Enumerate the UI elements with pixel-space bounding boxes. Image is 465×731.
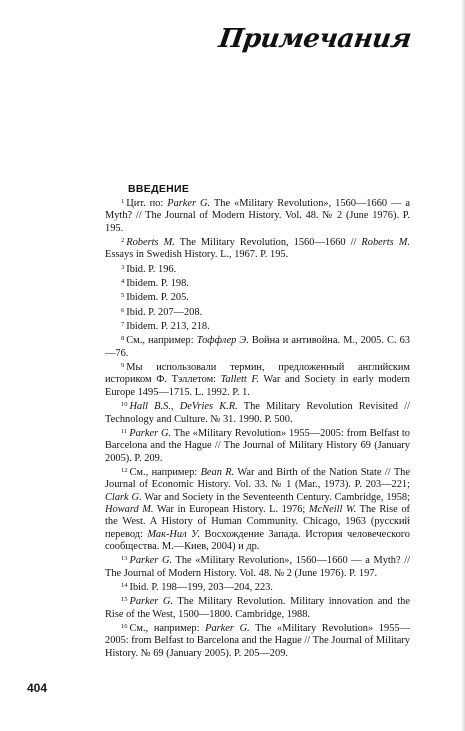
footnote-text: The «Military Revolution» 1955—2005: from Belfast to Barcelona and the Hague // The Journal of Military History 69 (January 2005). P. 209. xyxy=(105,427,411,464)
footnote-number: 9 xyxy=(121,362,125,370)
footnote-text: Ibid. P. 196. xyxy=(126,263,177,275)
footnote-author: Howard M. xyxy=(105,503,154,515)
footnote-text: См., например: xyxy=(126,335,197,347)
footnote xyxy=(105,580,410,594)
footnote-number: 14 xyxy=(121,581,128,589)
footnote-number: 1 xyxy=(121,198,125,205)
footnote-text: Мы использовали термин, предложенный английским историком Ф. Тэллетом: xyxy=(105,362,410,386)
footnote-author: Parker G. xyxy=(205,623,250,634)
footnote xyxy=(105,319,410,333)
footnote-text: Восхождение Запада. История человеческого сообщества. М.—Киев, 2004) и др. xyxy=(105,528,411,552)
footnote-number: 12 xyxy=(121,466,128,474)
footnote-number: 8 xyxy=(121,335,125,343)
footnote-number: 2 xyxy=(121,237,125,245)
footnote xyxy=(105,235,410,262)
footnote-text: Ibid. P. 198—199, 203—204, 223. xyxy=(129,581,273,593)
footnote-author: Parker G. xyxy=(129,555,173,567)
footnote-number: 6 xyxy=(121,306,125,314)
footnote-text: The Military Revolution Revisited // Technology and Culture. № 31. 1990. P. 500. xyxy=(105,401,410,425)
footnote xyxy=(105,621,410,660)
footnote-text: The «Military Revolution», 1560—1660 — a Myth? // The Journal of Modern History. Vol. 48. № 2 (June 1976). P. 197. xyxy=(105,555,411,579)
footnote-text: The «Military Revolution» 1955—2005: from Belfast to Barcelona and the Hague // The Journal of Military History. № 69 (January 2005). P. 205—209. xyxy=(105,623,410,659)
page-edge xyxy=(461,0,465,731)
footnote xyxy=(105,465,410,553)
footnote xyxy=(105,262,410,276)
footnote xyxy=(105,399,410,426)
footnote-author: Bean R. xyxy=(200,466,235,478)
footnote-author: Parker G. xyxy=(129,596,174,608)
footnote-number: 15 xyxy=(121,596,128,604)
footnote-text: The Military Revolution, 1560—1660 // xyxy=(174,237,362,249)
section-heading: ВВЕДЕНИЕ xyxy=(128,183,190,195)
footnote xyxy=(105,333,410,360)
footnote-author: Parker G. xyxy=(167,198,211,209)
footnote xyxy=(105,594,410,621)
footnote-number: 5 xyxy=(121,292,125,300)
footnote-text: The Rise of the West. A History of Human Community. Chicago, 1963 (русский перевод: xyxy=(105,503,411,540)
footnote-text: Ibid. P. 207—208. xyxy=(126,306,203,318)
footnote-author: Parker G. xyxy=(129,427,172,439)
footnote-text: War and Birth of the Nation State // The Journal of Economic History. Vol. 33. № 1 (Mar., 1973). P. 203—221; xyxy=(105,466,410,491)
footnote-text: War and Society in early modern Europe 1495—1715. L. 1992. P. 1. xyxy=(105,374,411,398)
footnote-number: 16 xyxy=(121,623,128,630)
footnote-text: War and Society in the Seventeenth Century. Cambridge, 1958; xyxy=(141,491,410,503)
footnote xyxy=(105,426,410,465)
footnote-number: 10 xyxy=(121,401,128,409)
footnote-text: Ibidem. P. 213, 218. xyxy=(126,321,210,333)
footnote-author: Tallett F. xyxy=(220,374,259,386)
footnote-text: См., например: xyxy=(129,623,206,634)
footnote-author: Hall B.S., DeVries K.R. xyxy=(129,401,238,413)
footnote-text: Война и антивойна. М., 2005. С. 63—76. xyxy=(105,335,410,359)
footnote-number: 13 xyxy=(121,555,128,563)
footnote-text: War in European History. L. 1976; xyxy=(153,503,309,515)
footnote-number: 4 xyxy=(121,278,125,286)
footnote xyxy=(105,196,410,235)
footnote xyxy=(105,305,410,319)
footnote-text: Essays in Swedish History. L., 1967. P. 195. xyxy=(105,249,289,261)
footnote-author: Тоффлер Э. xyxy=(196,335,249,347)
footnote-number: 3 xyxy=(121,263,125,271)
footnote-number: 11 xyxy=(121,427,128,435)
footnote-text: Цит. по: xyxy=(126,198,168,209)
footnote-number: 7 xyxy=(121,321,125,329)
footnote-author: McNeill W. xyxy=(308,503,357,515)
footnote xyxy=(105,276,410,290)
footnote-author: Roberts M. xyxy=(126,237,175,249)
notes-list xyxy=(105,196,410,660)
footnote xyxy=(105,553,410,580)
footnote-text: The «Military Revolution», 1560—1660 — a Myth? // The Journal of Modern History. Vol. 48. № 2 (June 1976). P. 195. xyxy=(105,198,410,234)
footnote-text: Ibidem. P. 205. xyxy=(126,292,189,304)
chapter-title: Примечания xyxy=(216,24,414,54)
page-number: 404 xyxy=(27,681,48,695)
footnote xyxy=(105,290,410,304)
footnote xyxy=(105,360,410,399)
footnote-author: Clark G. xyxy=(105,491,142,503)
footnote-text: The Military Revolution. Military innovation and the Rise of the West, 1500—1800. Cambridge, 1988. xyxy=(105,596,410,620)
footnote-text: Ibidem. P. 198. xyxy=(126,278,189,290)
footnote-text: См., например: xyxy=(129,466,201,478)
footnote-author: Мак-Нил У. xyxy=(147,528,201,540)
footnote-author: Roberts M. xyxy=(361,237,410,249)
